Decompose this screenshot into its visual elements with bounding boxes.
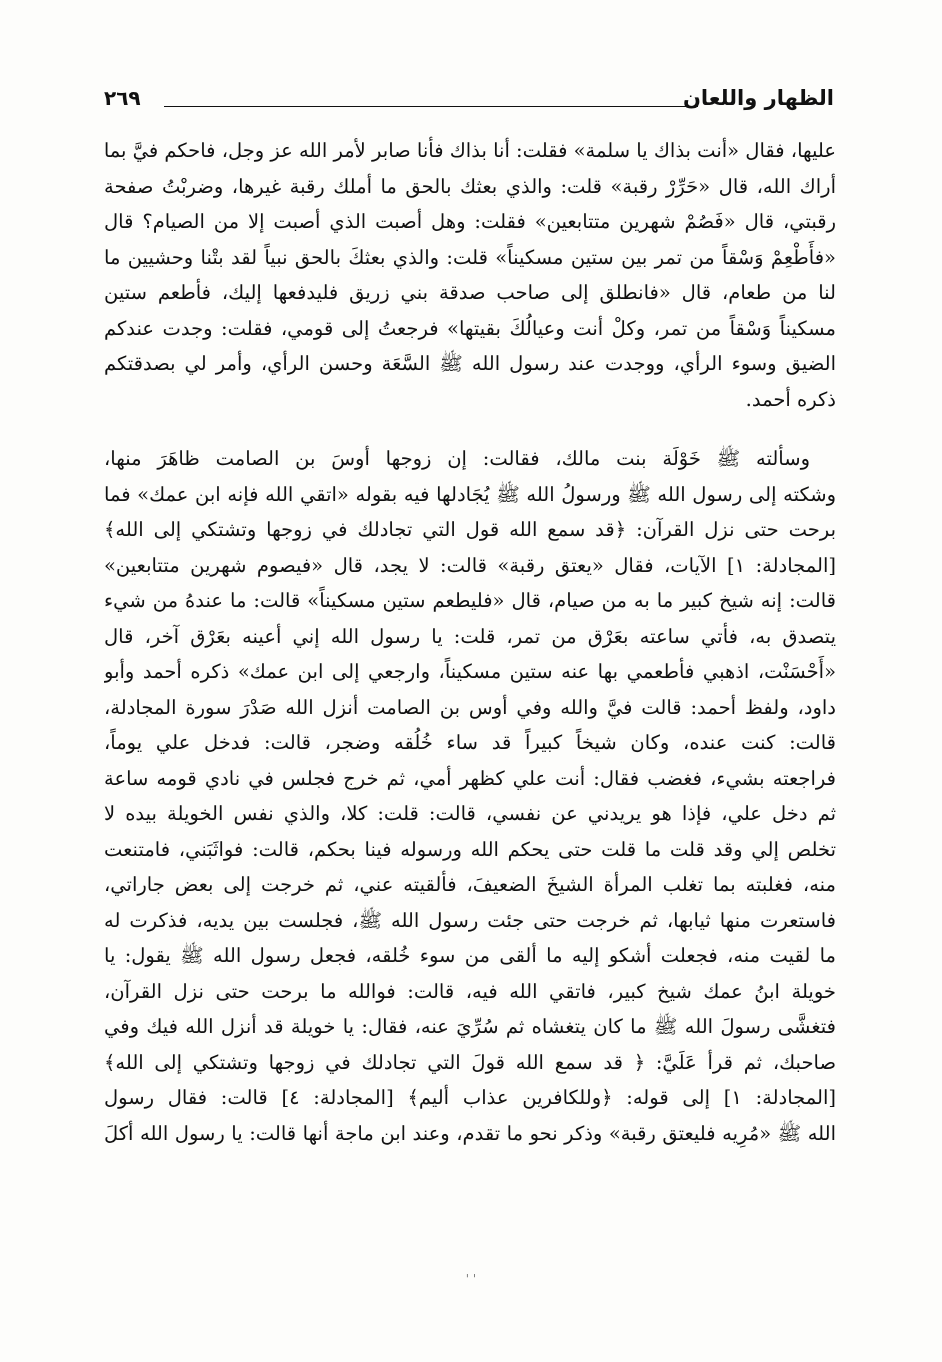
header-rule	[164, 106, 698, 107]
running-header	[104, 86, 834, 116]
text-line: منه، فغلبته بما تغلب المرأة الشيخَ الضعيفَ، فألقيته عني، ثم خرجت إلى بعض جاراتي،	[104, 873, 836, 896]
text-line: ثم دخل علي، فإذا هو يريدني عن نفسي، قالت: قلت: كلا، والذي نفس الخويلة بيده لا	[104, 802, 836, 825]
text-line: قالت: إنه شيخ كبير ما به من صيام، قال «فليطعم ستين مسكيناً» قالت: ما عندهُ من شيء	[104, 589, 836, 612]
text-line: [المجادلة: ١] الآيات، فقال «يعتق رقبة» قالت: لا يجد، قال «فيصوم شهرين متتابعين»	[104, 553, 836, 577]
text-line: أراك الله، قال «حَرِّرْ رقبة» قلت: والذي بعثك بالحق ما أملك رقبة غيرها، وضربْتُ صفحة	[104, 174, 836, 198]
text-line: صاحبك، ثم قرأ عَلَيَّ: ﴿ قد سمع الله قولَ التي تجادلك في زوجها وتشتكي إلى الله﴾	[104, 1050, 836, 1074]
footer-mark: ' '	[465, 1272, 477, 1286]
paragraph-gap	[104, 417, 836, 441]
text-line: وسألته ﷺ خَوْلَة بنت مالك، فقالت: إن زوجها أوسَ بن الصامت ظاهَرَ منها،	[104, 447, 810, 470]
text-line: الضيق وسوء الرأي، ووجدت عند رسول الله ﷺ السَّعَة وحسن الرأي، وأمر لي بصدقتكم	[104, 352, 836, 375]
text-line: الله ﷺ «مُرِيه فليعتق رقبة» وذكر نحو ما تقدم، وعند ابن ماجة أنها قالت: يا رسول الله أكلَ	[104, 1121, 836, 1145]
text-line: «فأَطْعِمْ وَسْقاً من تمر بين ستين مسكيناً» قلت: والذي بعثكَ بالحق نبياً لقد بتْنا وحشيين ما	[104, 245, 836, 269]
text-line: قالت: كنت عنده، وكان شيخاً كبيراً قد ساء خُلُقه وضجر، قالت: فدخل علي يوماً،	[104, 731, 836, 754]
page-number: ٢٦٩	[104, 86, 141, 110]
text-line: فاستعرت منها ثيابها، ثم خرجت حتى جئت رسول الله ﷺ، فجلست بين يديه، فذكرت له	[104, 908, 836, 932]
text-line: رقبتي، قال «فَصُمْ شهرين متتابعين» فقلت: وهل أصبت الذي أصبت إلا من الصيام؟ قال	[104, 210, 836, 233]
text-line: يتصدق به، فأتي ساعته بعَرْق من تمر، قلت: يا رسول الله إني أعينه بعَرْق آخر، قال	[104, 624, 836, 648]
text-line: برحت حتى نزل القرآن: ﴿قد سمع الله قول التي تجادلك في زوجها وتشتكي إلى الله﴾	[104, 518, 836, 541]
body-text	[104, 133, 836, 1151]
text-line: عليها، فقال «أنت بذاك يا سلمة» فقلت: أنا بذاك فأنا صابر لأمر الله عز وجل، فاحكم فيَّ بما	[104, 139, 836, 162]
text-line: [المجادلة: ١] إلى قوله: ﴿وللكافرين عذاب أليم﴾ [المجادلة: ٤] قالت: فقال رسول	[104, 1086, 836, 1109]
paragraph-2	[104, 441, 836, 1151]
text-line: «أَحْسَنْت، اذهبي فأطعمي بها عنه ستين مسكيناً، وارجعي إلى ابن عمك» ذكره أحمد وأبو	[104, 660, 836, 683]
chapter-title: الظهار واللعان	[682, 86, 834, 110]
text-line: لنا من طعام، قال «فانطلق إلى صاحب صدقة بني زريق فليدفعها إليك، فأطعم ستين	[104, 281, 836, 304]
text-line: ما لقيت منه، فجعلت أشكو إليه ما ألقى من سوء خُلقه، فجعل رسول الله ﷺ يقول: يا	[104, 944, 836, 967]
text-line: وشكته إلى رسول الله ﷺ ورسولُ الله ﷺ يُجَادلها فيه بقوله «اتقي الله فإنه ابن عمك» فما	[104, 482, 836, 506]
text-line: مسكيناً وَسْقاً من تمر، وكلْ أنت وعيالُكَ بقيتها» فرجعتُ إلى قومي، فقلت: وجدت عندكم	[104, 316, 836, 340]
text-line: تخلص إلي وقد قلت ما قلت حتى يحكم الله ورسوله فينا بحكم، قالت: فواثَبَني، فامتنعت	[104, 837, 836, 861]
text-line: فتغشَّى رسولَ الله ﷺ ما كان يتغشاه ثم سُرِّيَ عنه، فقال: يا خويلة قد أنزل الله فيك وفي	[104, 1015, 836, 1038]
text-line: ذكره أحمد.	[745, 387, 836, 411]
text-line: فراجعته بشيء، فغضب فقال: أنت علي كظهر أمي، ثم خرج فجلس في نادي قومه ساعة	[104, 766, 836, 790]
text-line: خويلة ابنُ عمك شيخ كبير، فاتقي الله فيه، قالت: فوالله ما برحت حتى نزل القرآن،	[104, 979, 836, 1003]
text-line: داود، ولفظ أحمد: قالت فيَّ والله وفي أوس بن الصامت أنزل الله صَدْرَ سورة المجادلة،	[104, 695, 836, 719]
paragraph-1	[104, 133, 836, 417]
